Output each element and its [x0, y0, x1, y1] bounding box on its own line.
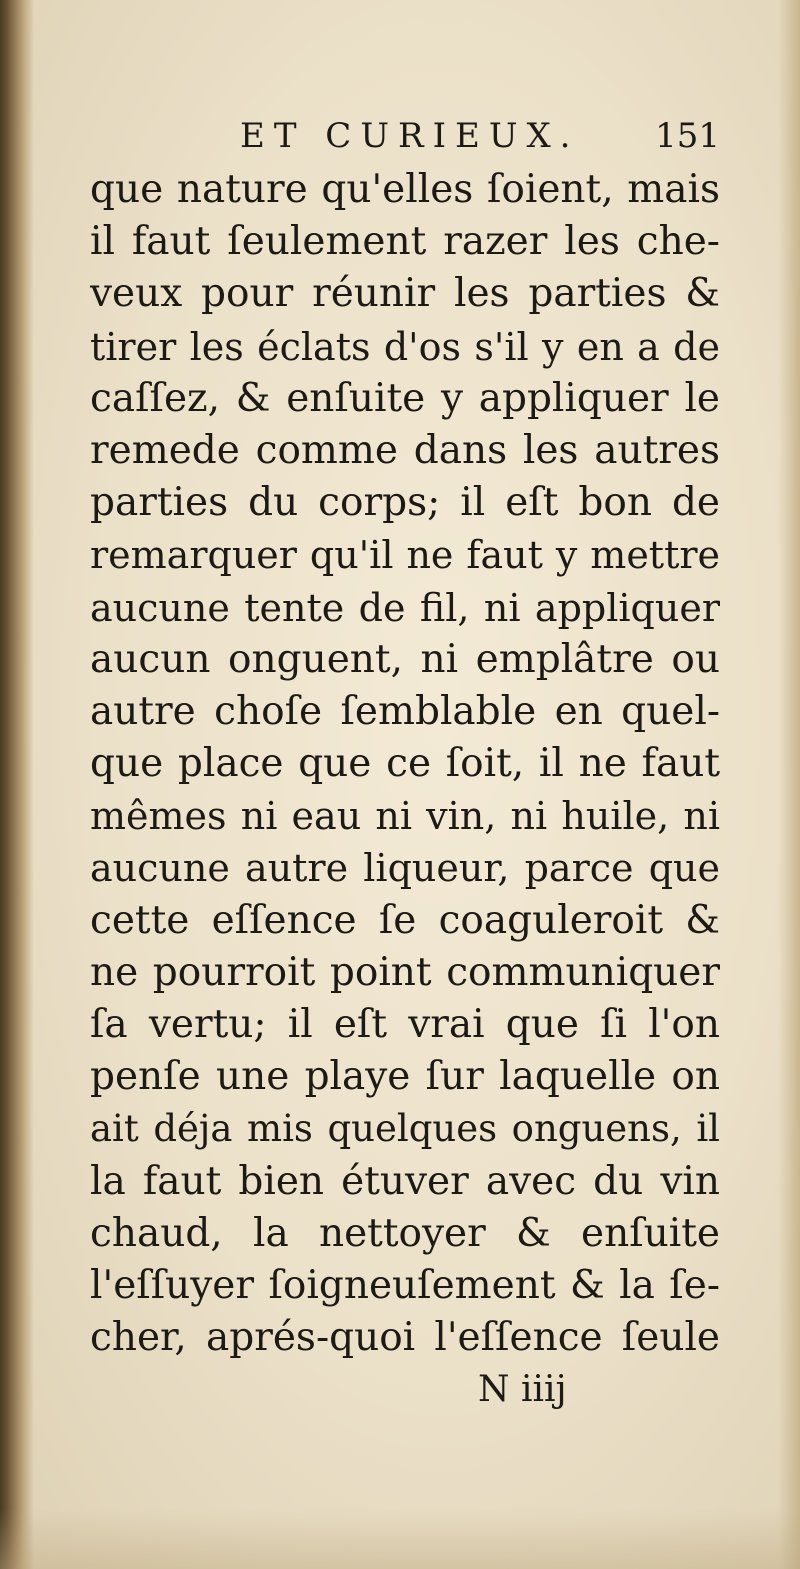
text-block [90, 112, 730, 1416]
text-line: tirer les éclats d'os s'il y en a de [90, 324, 720, 369]
text-line: ne pourroit point communiquer [90, 949, 720, 995]
text-line: il faut ſeulement razer les che- [90, 219, 720, 265]
text-line: aucun onguent, ni emplâtre ou [90, 636, 720, 682]
text-line: que place que ce ſoit, il ne faut [90, 741, 720, 787]
text-line: l'eſſuyer ſoigneuſement & la ſe- [90, 1262, 720, 1308]
text-line: la faut bien étuver avec du vin [90, 1158, 720, 1204]
page-right-edge [778, 0, 800, 1569]
text-line: ſa vertu; il eſt vrai que ſi l'on [90, 1002, 720, 1047]
text-line: veux pour réunir les parties & [90, 271, 720, 317]
text-line: penſe une playe ſur laquelle on [90, 1054, 720, 1100]
running-head [90, 112, 730, 164]
page-number: 151 [655, 116, 720, 156]
text-line: autre choſe ſemblable en quel- [90, 688, 720, 734]
body-text [90, 164, 730, 1364]
signature-row [90, 1364, 730, 1416]
text-line: aucune autre liqueur, parce que [90, 846, 720, 891]
book-spine-shadow [0, 0, 34, 1569]
text-line: ait déja mis quelques onguens, il [90, 1107, 720, 1151]
text-line: caſſez, & enſuite y appliquer le [90, 375, 720, 421]
signature-mark: N iiij [478, 1369, 567, 1411]
text-line: aucune tente de fil, ni appliquer [90, 585, 720, 630]
text-line: mêmes ni eau ni vin, ni huile, ni [90, 794, 720, 839]
text-line: que nature qu'elles ſoient, mais [90, 167, 720, 212]
text-line: cette eſſence ſe coaguleroit & [90, 897, 720, 943]
page-bottom-edge [0, 1509, 800, 1569]
text-line: remede comme dans les autres [90, 427, 720, 473]
running-title: ET CURIEUX. [240, 116, 580, 156]
text-line: parties du corps; il eſt bon de [90, 480, 720, 526]
text-line: chaud, la nettoyer & enſuite [90, 1210, 720, 1256]
text-line: remarquer qu'il ne faut y mettre [90, 533, 720, 578]
text-line: cher, aprés-quoi l'eſſence ſeule [90, 1315, 720, 1361]
